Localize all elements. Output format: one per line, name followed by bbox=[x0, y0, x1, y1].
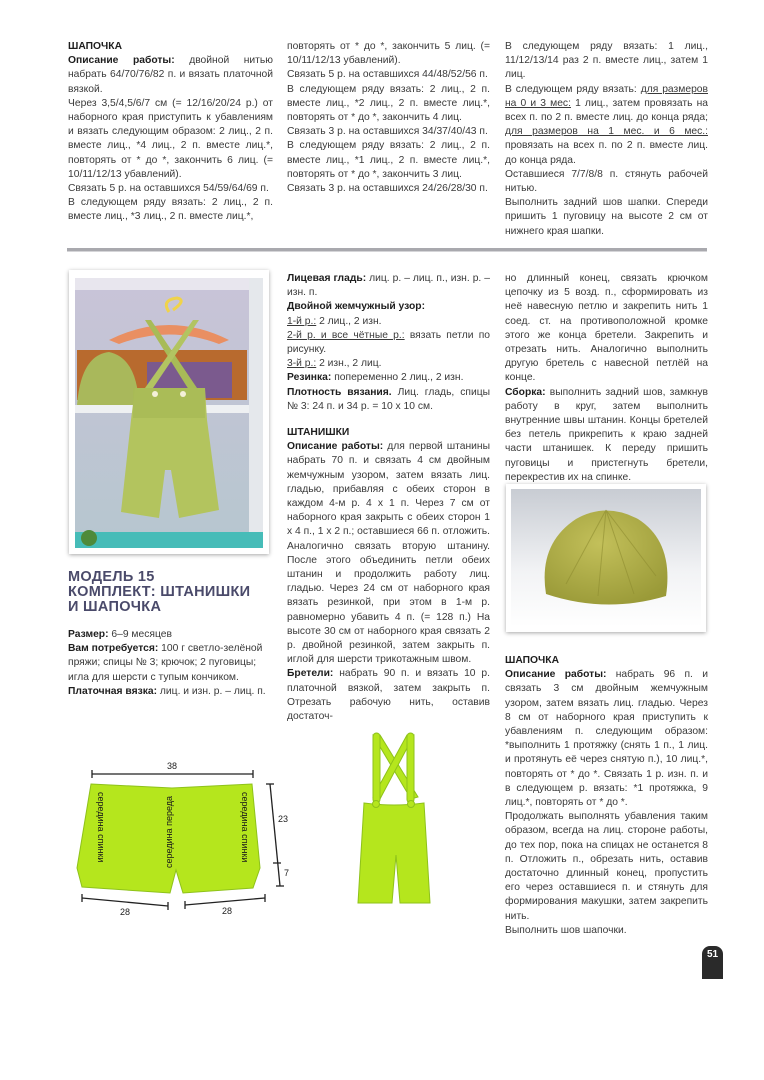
dimension-bottom-left: 28 bbox=[120, 907, 131, 917]
size-value: 6–9 месяцев bbox=[108, 629, 172, 640]
pants-pattern-diagram bbox=[60, 750, 300, 920]
paragraph: Связать 5 р. на оставшихся 44/48/52/56 п. bbox=[287, 69, 488, 81]
pants-section-title: ШТАНИШКИ bbox=[287, 427, 350, 439]
page-number: 51 bbox=[702, 946, 723, 979]
description-text: двойной нитью набрать 64/70/76/82 п. и вязать платочной вязкой. bbox=[68, 55, 273, 95]
model-name: КОМПЛЕКТ: ШТАНИШКИ bbox=[68, 584, 251, 600]
underlined-text: для размеров на 1 мес. и 6 мес.: bbox=[505, 126, 708, 138]
description-label: Описание работы: bbox=[68, 55, 175, 67]
paragraph: Выполнить шов шапочки. bbox=[505, 924, 627, 936]
garter-info bbox=[68, 685, 273, 699]
hat-photo bbox=[506, 484, 706, 632]
label-back-center-left: середина спинки bbox=[96, 792, 106, 863]
paragraph: Связать 3 р. на оставшихся 24/26/28/30 п. bbox=[287, 183, 488, 195]
middle-column bbox=[287, 272, 490, 724]
row-value: вязать петли по рисунку. bbox=[287, 329, 490, 356]
top-hat-column-3 bbox=[505, 40, 708, 239]
hat-photo-image bbox=[506, 484, 706, 632]
overalls-illustration bbox=[340, 725, 450, 915]
rib-value: попеременно 2 лиц., 2 изн. bbox=[331, 372, 464, 384]
stockinette-value: лиц. р. – лиц. п., изн. р. – изн. п. bbox=[287, 273, 490, 299]
row-value: 2 изн., 2 лиц. bbox=[316, 358, 382, 370]
stockinette-label: Лицевая гладь: bbox=[287, 273, 367, 284]
straps-label: Бретели: bbox=[287, 668, 334, 680]
moss-row-2 bbox=[287, 329, 490, 357]
stockinette bbox=[287, 272, 490, 300]
description-text: набрать 96 п. и связать 3 см двойным жемчужным узором, затем вязать лиц. гладью. Через 8 см от наборного края приступить к убавлениям п. следующим образом: *выполнить 1 протяжку (снять 1 п., 1 лиц. и протянуть её через снятую п.), 10 лиц.*, повторять от * до *. Связать 1 р. изн. п. и в следующем р. вязать: *1 протяжка, 9 лиц.*, повторять от * до *. bbox=[505, 669, 708, 809]
paragraph bbox=[505, 83, 708, 168]
row-label: 1-й р.: bbox=[287, 315, 317, 327]
paragraph: Оставшиеся 7/7/8/8 п. стянуть рабочей нитью. bbox=[505, 168, 708, 195]
straps-value: набрать 90 п. и вязать 10 р. платочной вязкой, затем закрыть п. Отрезать рабочую нить, оставив достаточ- bbox=[287, 668, 490, 723]
hat-section-title: ШАПОЧКА bbox=[68, 41, 123, 52]
paragraph: В следующем ряду вязать: 1 лиц., 11/12/13/14 раз 2 п. вместе лиц., затем 1 лиц. bbox=[505, 41, 708, 81]
description-label: Описание работы: bbox=[505, 669, 607, 681]
size-label: Размер: bbox=[68, 629, 109, 640]
assembly-info bbox=[505, 386, 708, 485]
paragraph: Через 3,5/4,5/6/7 см (= 12/16/20/24 р.) от наборного края приступить к убавлениям и вязать следующим образом: 2 лиц., 2 п. вместе лиц., *4 лиц., 2 п. вместе лиц.*, повторять от * до *, закончить 6 лиц. (= 10/11/12/13 убавлений). bbox=[68, 97, 273, 180]
label-front-center: середина переда bbox=[164, 795, 174, 868]
rib-label: Резинка: bbox=[287, 372, 332, 384]
size-info bbox=[68, 628, 273, 642]
pants-description bbox=[287, 440, 490, 539]
gauge-value: Лиц. гладь, спицы № 3: 24 п. и 34 р. = 10 х 10 см. bbox=[287, 386, 491, 412]
straps-info bbox=[287, 667, 490, 724]
text: В следующем ряду вязать: bbox=[505, 83, 641, 95]
paragraph: Связать 5 р. на оставшихся 54/59/64/69 п. bbox=[68, 183, 269, 195]
model-number: МОДЕЛЬ 15 bbox=[68, 569, 155, 585]
top-hat-column-1 bbox=[68, 40, 273, 225]
dimension-bottom-right: 28 bbox=[222, 906, 233, 916]
rib-info bbox=[287, 371, 490, 385]
materials-label: Вам потребуется: bbox=[68, 643, 159, 655]
materials-value: 100 г светло-зелёной пряжи; спицы № 3; крючок; 2 пуговицы; игла для шерсти с тупым кончиком. bbox=[68, 643, 263, 683]
underlined-text: для размеров на 0 и 3 мес: bbox=[505, 83, 708, 109]
description-text: для первой штанины набрать 70 п. и связать 4 см двойным жемчужным узором, затем вязать лиц. гладью, прибавляя с обеих сторон в каждом 4-м р. 4 х 1 п. Через 7 см от наборного края закрыть с обеих сторон 1 х 4 п., 1 х 2 п.; оставшиеся 66 п. отложить. bbox=[287, 441, 491, 538]
description-label: Описание работы: bbox=[287, 441, 384, 453]
text: провязать на всех п. по 2 п. вместе лиц. до конца ряда. bbox=[505, 140, 708, 166]
hat-section-title-2: ШАПОЧКА bbox=[505, 655, 560, 666]
overalls-photo-image bbox=[69, 270, 269, 554]
dimension-height-lower: 7 bbox=[284, 868, 290, 878]
gauge-info bbox=[287, 386, 490, 414]
hat-description bbox=[505, 668, 708, 810]
model-title bbox=[68, 570, 278, 615]
model-name-cont: И ШАПОЧКА bbox=[68, 599, 162, 615]
paragraph: Продолжать выполнять убавления таким образом, всегда на лиц. стороне работы, до тех пор, пока на спицах не останется 8 п. Отложить п., обрезать нить, оставив достаточно длинный конец, пропустить его через оставшиеся п. и стянуть для формирования макушки, затем закрепить нить. bbox=[505, 811, 708, 922]
row-label: 3-й р.: bbox=[287, 358, 317, 370]
row-label: 2-й р. и все чётные р.: bbox=[287, 329, 405, 341]
garter-label: Платочная вязка: bbox=[68, 685, 158, 697]
gauge-label: Плотность вязания. bbox=[287, 386, 392, 398]
moss-stitch-title: Двойной жемчужный узор: bbox=[287, 301, 426, 313]
paragraph: В следующем ряду вязать: 2 лиц., 2 п. вместе лиц., *3 лиц., 2 п. вместе лиц.*, bbox=[68, 197, 273, 223]
right-column-hat bbox=[505, 654, 708, 938]
assembly-label: Сборка: bbox=[505, 386, 546, 398]
section-divider bbox=[67, 248, 707, 252]
paragraph: В следующем ряду вязать: 2 лиц., 2 п. вместе лиц., *1 лиц., 2 п. вместе лиц.*, повторять от * до *, закончить 3 лиц. bbox=[287, 140, 490, 180]
paragraph: Выполнить задний шов шапки. Спереди пришить 1 пуговицу на высоте 2 см от нижнего края шапки. bbox=[505, 197, 708, 237]
hat-description bbox=[68, 54, 273, 97]
overalls-photo bbox=[69, 270, 269, 554]
text: 1 лиц., затем провязать на всех п. по 2 п. вместе лиц. до конца ряда; bbox=[505, 97, 708, 124]
paragraph: Связать 3 р. на оставшихся 34/37/40/43 п. bbox=[287, 126, 488, 138]
label-back-center-right: середина спинки bbox=[240, 792, 250, 863]
moss-row-1 bbox=[287, 315, 490, 329]
paragraph: В следующем ряду вязать: 2 лиц., 2 п. вместе лиц., *2 лиц., 2 п. вместе лиц.*, повторять от * до *, закончить 4 лиц. bbox=[287, 83, 490, 124]
paragraph: но длинный конец, связать крючком цепочку из 5 возд. п., сформировать из неё навесную петлю и закрепить нить 1 соед. ст. на противоположной кромке этого же конца бретели. Закрепить и отрезать нить. Аналогично выполнить другую бретель с навесной петлёй на конце. bbox=[505, 273, 708, 384]
dimension-width-top: 38 bbox=[166, 761, 178, 771]
paragraph: повторять от * до *, закончить 5 лиц. (= 10/11/12/13 убавлений). bbox=[287, 41, 490, 67]
paragraph: Аналогично связать вторую штанину. После этого объединить петли обеих штанин и продолжить работу лиц. гладью. Через 24 см от наборного края вязать резинкой, при этом в 1-м р. равномерно убавить 4 п. (= 128 п.) На высоте 30 см от наборного края связать 2 р. двойной резинкой, затем закрыть п. иглой для шерсти трикотажным швом. bbox=[287, 540, 490, 666]
assembly-value: выполнить задний шов, замкнув работу в круг, затем выполнить внутренние швы штанин. Концы бретелей без петель прикрепить к краю задней части штанишек. К переду пришить пуговицы и пристегнуть бретели, перекрестив их на спинке. bbox=[505, 386, 708, 483]
garter-value: лиц. и изн. р. – лиц. п. bbox=[157, 685, 266, 697]
model-info bbox=[68, 628, 273, 699]
row-value: 2 лиц., 2 изн. bbox=[316, 315, 382, 327]
materials-info bbox=[68, 642, 273, 685]
moss-row-3 bbox=[287, 357, 490, 371]
dimension-height-upper: 23 bbox=[278, 814, 289, 824]
right-column-top bbox=[505, 272, 708, 485]
top-hat-column-2 bbox=[287, 40, 490, 196]
